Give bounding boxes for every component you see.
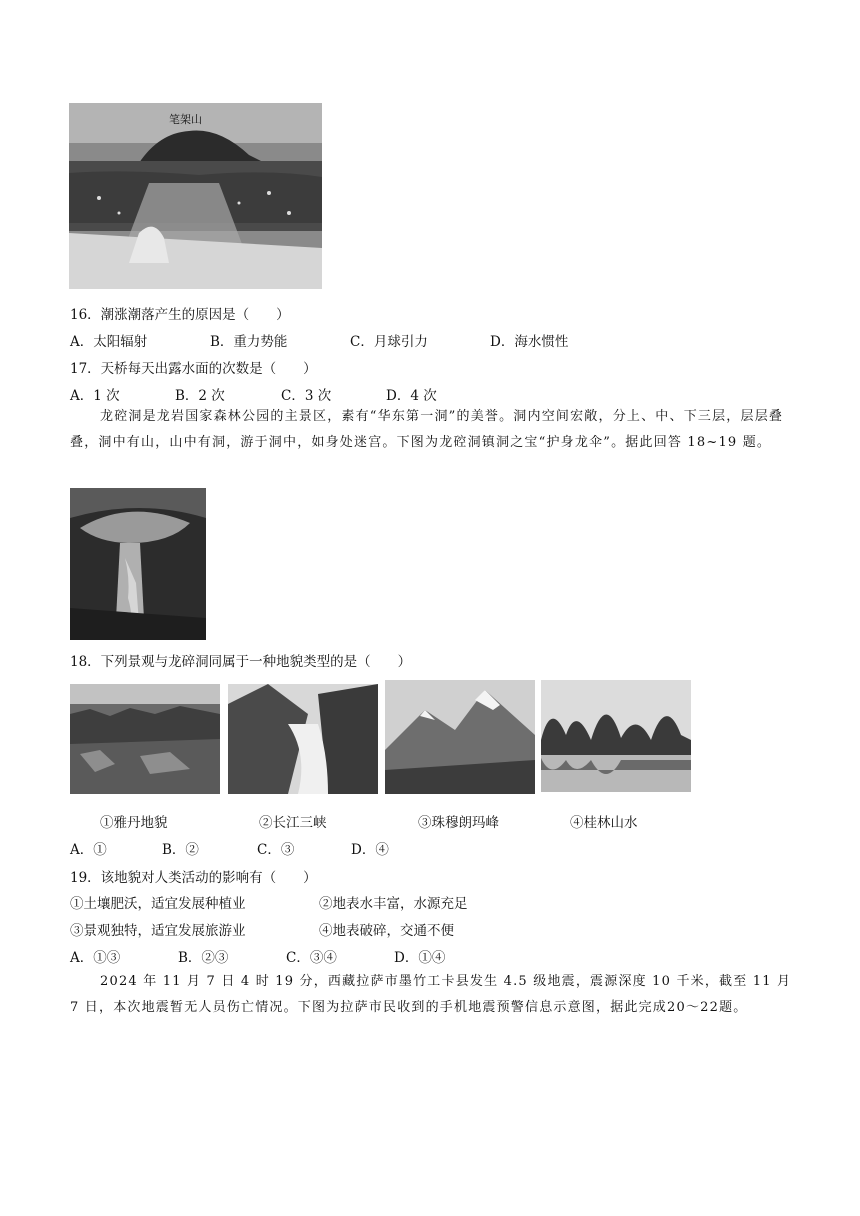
question-17-stem: 17．天桥每天出露水面的次数是（ ） — [70, 361, 317, 377]
q19-option-a[interactable]: A．①③ — [70, 950, 121, 966]
question-19-stem: 19．该地貌对人类活动的影响有（ ） — [70, 870, 317, 886]
bijiashan-photo — [69, 103, 322, 289]
question-16-stem: 16．潮涨潮落产生的原因是（ ） — [70, 307, 290, 323]
q17-option-a[interactable]: A．1 次 — [70, 388, 120, 404]
q18-option-d[interactable]: D．④ — [351, 842, 389, 858]
figure-label: 笔架山 — [169, 113, 202, 126]
q19-option-b[interactable]: B．②③ — [178, 950, 229, 966]
guilin-landscape-photo — [541, 680, 691, 792]
q16-option-c[interactable]: C．月球引力 — [350, 334, 428, 350]
passage-longkong-cave: 龙硿洞是龙岩国家森林公园的主景区，素有“华东第一洞”的美誉。洞内空间宏敞，分上、中、下三层，层层叠叠，洞中有山，山中有洞，游于洞中，如身处迷宫。下图为龙硿洞镇洞之宝“护身龙伞”。据此回答 18~19 题。 — [70, 409, 784, 450]
caption-guilin: ④桂林山水 — [570, 815, 638, 831]
q17-option-b[interactable]: B．2 次 — [175, 388, 225, 404]
q16-option-b[interactable]: B．重力势能 — [210, 334, 288, 350]
q19-statement-1: ①土壤肥沃，适宜发展种植业 — [70, 896, 246, 912]
q16-option-d[interactable]: D．海水惯性 — [490, 334, 569, 350]
caption-everest: ③珠穆朗玛峰 — [418, 815, 499, 831]
three-gorges-photo — [228, 684, 378, 794]
q19-option-c[interactable]: C．③④ — [286, 950, 337, 966]
caption-three-gorges: ②长江三峡 — [259, 815, 327, 831]
q17-option-c[interactable]: C．3 次 — [281, 388, 332, 404]
q17-option-d[interactable]: D．4 次 — [386, 388, 437, 404]
question-18-stem: 18．下列景观与龙碎洞同属于一种地貌类型的是（ ） — [70, 654, 412, 670]
q18-option-a[interactable]: A．① — [70, 842, 107, 858]
q18-option-c[interactable]: C．③ — [257, 842, 295, 858]
q19-statement-4: ④地表破碎，交通不便 — [319, 923, 454, 939]
caption-yardang: ①雅丹地貌 — [100, 815, 168, 831]
everest-photo — [385, 680, 535, 794]
q19-statement-2: ②地表水丰富，水源充足 — [319, 896, 468, 912]
q19-option-d[interactable]: D．①④ — [394, 950, 446, 966]
cave-umbrella-photo — [70, 488, 206, 640]
q19-statement-3: ③景观独特，适宜发展旅游业 — [70, 923, 246, 939]
passage-lhasa-earthquake: 2024 年 11 月 7 日 4 时 19 分，西藏拉萨市墨竹工卡县发生 4.5 级地震，震源深度 10 千米，截至 11 月 7 日，本次地震暂无人员伤亡情况。下图为拉萨市民收到的手机地震预警信息示意图，据此完成20～22题。 — [70, 974, 792, 1015]
q16-option-a[interactable]: A．太阳辐射 — [70, 334, 148, 350]
yardang-landform-photo — [70, 684, 220, 794]
q18-option-b[interactable]: B．② — [162, 842, 199, 858]
